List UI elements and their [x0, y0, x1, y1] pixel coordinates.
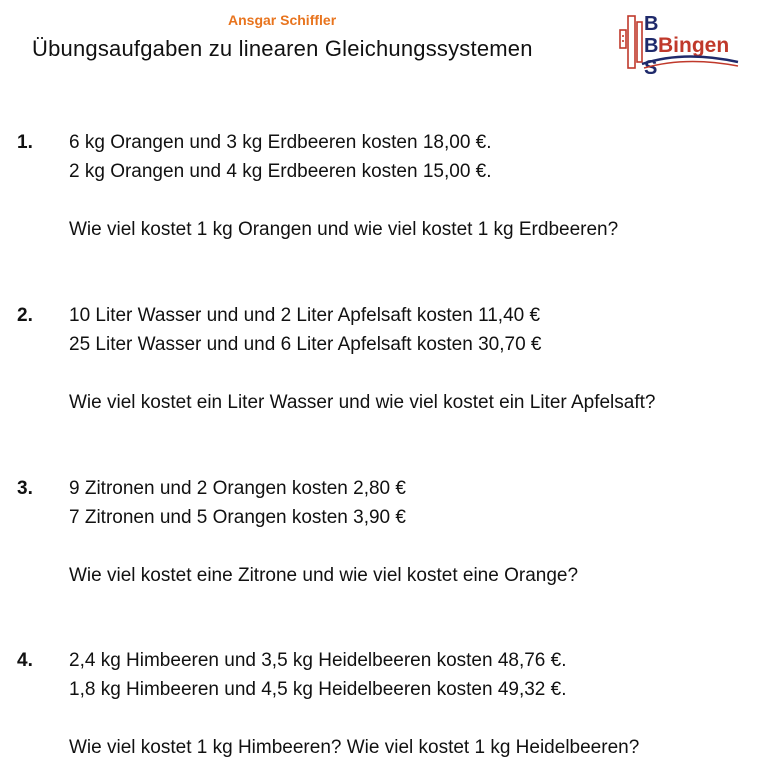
- logo-letter-s: S: [644, 57, 658, 76]
- task-condition-1: 6 kg Orangen und 3 kg Erdbeeren kosten 18,00 €.: [69, 132, 492, 153]
- task-question: Wie viel kostet ein Liter Wasser und wie viel kostet ein Liter Apfelsaft?: [69, 392, 656, 413]
- task-question: Wie viel kostet eine Zitrone und wie viel kostet eine Orange?: [69, 565, 579, 586]
- task-condition-1: 10 Liter Wasser und und 2 Liter Apfelsaft kosten 11,40 €: [69, 305, 541, 326]
- logo-letter-b1: B: [644, 13, 659, 35]
- task-condition-2: 2 kg Orangen und 4 kg Erdbeeren kosten 15,00 €.: [69, 161, 492, 182]
- task-condition-1: 9 Zitronen und 2 Orangen kosten 2,80 €: [69, 478, 406, 499]
- logo-word: Bingen: [658, 34, 730, 57]
- task-condition-2: 7 Zitronen und 5 Orangen kosten 3,90 €: [69, 507, 406, 528]
- task-condition-2: 25 Liter Wasser und und 6 Liter Apfelsaft kosten 30,70 €: [69, 334, 542, 355]
- author-name: Ansgar Schiffler: [228, 12, 337, 28]
- task-question: Wie viel kostet 1 kg Himbeeren? Wie viel kostet 1 kg Heidelbeeren?: [69, 737, 640, 758]
- task-condition-2: 1,8 kg Himbeeren und 4,5 kg Heidelbeeren kosten 49,32 €.: [69, 679, 567, 700]
- task-question: Wie viel kostet 1 kg Orangen und wie viel kostet 1 kg Erdbeeren?: [69, 219, 619, 240]
- task-number: 2.: [17, 305, 33, 326]
- task-number: 4.: [17, 650, 33, 671]
- task-condition-1: 2,4 kg Himbeeren und 3,5 kg Heidelbeeren kosten 48,76 €.: [69, 650, 567, 671]
- building-icon: [620, 16, 642, 68]
- school-logo: [614, 10, 740, 76]
- logo-swoosh-red: [644, 61, 738, 68]
- task-number: 3.: [17, 478, 33, 499]
- page-title: Übungsaufgaben zu linearen Gleichungssystemen: [32, 36, 533, 61]
- logo-letter-b2: B: [644, 35, 659, 57]
- task-number: 1.: [17, 132, 33, 153]
